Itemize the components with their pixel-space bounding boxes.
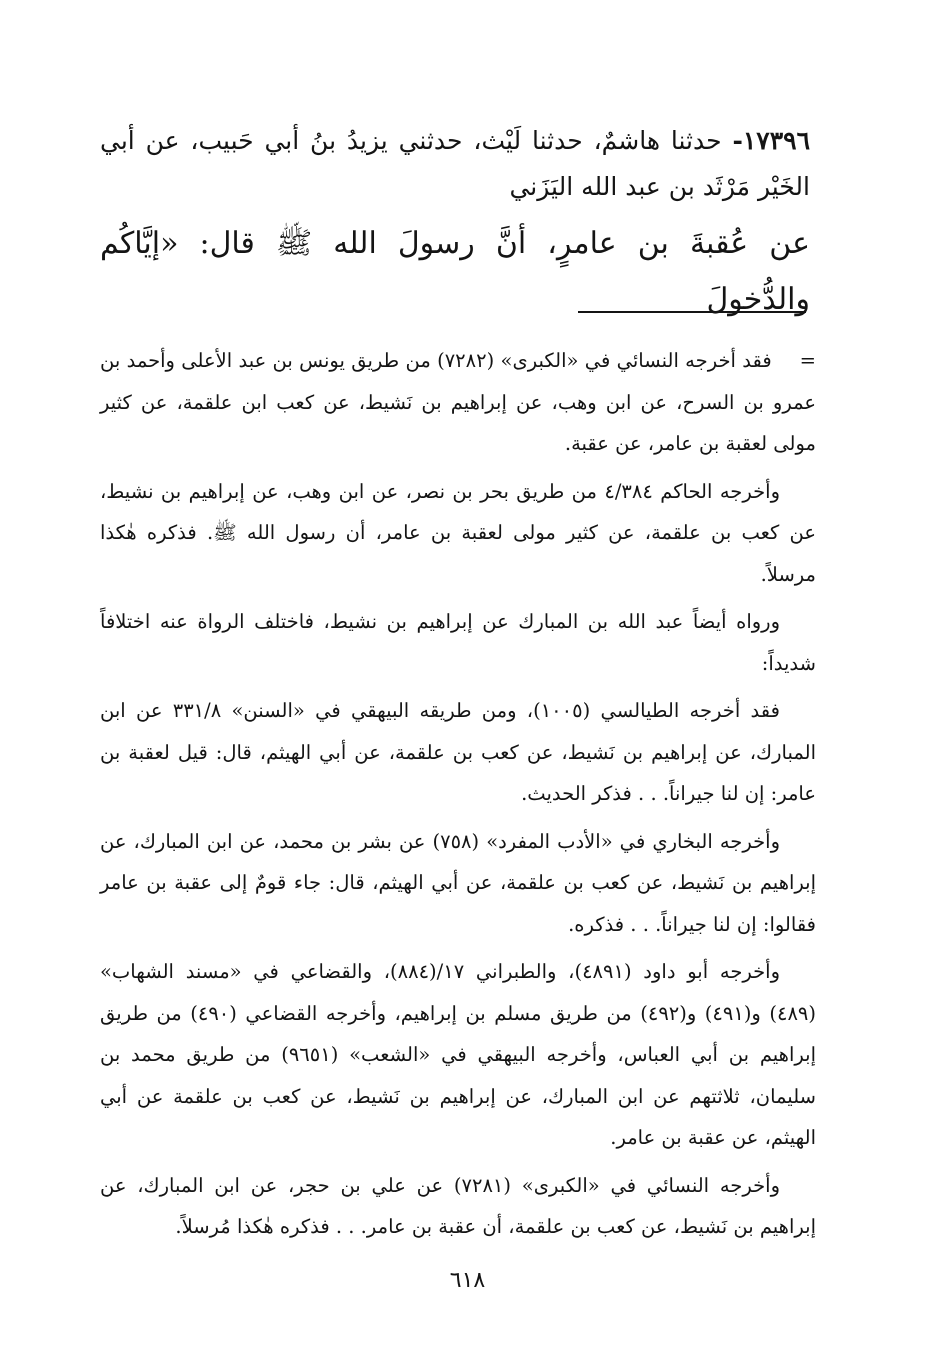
footnote-paragraph: وأخرجه النسائي في «الكبرى» (٧٢٨١) عن علي بن حجر، عن ابن المبارك، عن إبراهيم بن نَشيط، عن كعب بن علقمة، أن عقبة بن عامر. . . فذكره هٰكذا مُرسلاً. (100, 1173, 816, 1238)
hadith-number: ١٧٣٩٦- (732, 126, 810, 155)
isnad-text: حدثنا هاشمٌ، حدثنا لَيْث، حدثني يزيدُ بنُ أبي حَبيب، عن أبي الخَيْر مَرْثَد بن عبد الله اليَزَني (100, 126, 810, 201)
footnote-paragraph: فقد أخرجه الطيالسي (١٠٠٥)، ومن طريقه البيهقي في «السنن» ٣٣١/٨ عن ابن المبارك، عن إبراهيم بن نَشيط، عن كعب بن علقمة، عن أبي الهيثم، قال: قيل لعقبة بن عامر: إن لنا جيراناً. . . فذكر الحديث. (100, 699, 816, 805)
footnote-separator (578, 311, 806, 313)
hadith-isnad (100, 118, 810, 210)
hadith-block (100, 118, 810, 328)
footnotes (100, 340, 816, 1254)
footnote-paragraph: وأخرجه الحاكم ٤/٣٨٤ من طريق بحر بن نصر، عن ابن وهب، عن إبراهيم بن نشيط، عن كعب بن علقمة، عن كثير مولى لعقبة بن عامر، أن رسول الله ﷺ. فذكره هٰكذا مرسلاً. (100, 479, 816, 586)
page-number: ٦١٨ (449, 1268, 486, 1293)
hadith-matn: عن عُقبةَ بن عامرٍ، أنَّ رسولَ الله ﷺ قال: «إيَّاكُم والدُّخولَ (100, 226, 810, 317)
footnote-paragraph: ورواه أيضاً عبد الله بن المبارك عن إبراهيم بن نشيط، فاختلف الرواة عنه اختلافاً شديداً: (100, 610, 816, 675)
footnote-paragraph: وأخرجه البخاري في «الأدب المفرد» (٧٥٨) عن بشر بن محمد، عن ابن المبارك، عن إبراهيم بن نَشيط، عن كعب بن علقمة، عن أبي الهيثم، قال: جاء قومٌ إلى عقبة بن عامر فقالوا: إن لنا جيراناً. . . فذكره. (100, 829, 816, 936)
footnote-paragraph: وأخرجه أبو داود (٤٨٩١)، والطبراني ١٧/(٨٨٤)، والقضاعي في «مسند الشهاب» (٤٨٩) و(٤٩١) و(٤٩٢) من طريق مسلم بن إبراهيم، وأخرجه القضاعي (٤٩٠) من طريق إبراهيم بن أبي العباس، وأخرجه البيهقي في «الشعب» (٩٦٥١) من طريق محمد بن سليمان، ثلاثتهم عن ابن المبارك، عن إبراهيم بن نَشيط، عن كعب بن علقمة عن أبي الهيثم، عن عقبة بن عامر. (100, 960, 816, 1149)
footnote-text: فقد أخرجه النسائي في «الكبرى» (٧٢٨٢) من طريق يونس بن عبد الأعلى وأحمد بن عمرو بن السرح، عن ابن وهب، عن إبراهيم بن نَشيط، عن كعب ابن علقمة، عن كثير مولى لعقبة بن عامر، عن عقبة. (100, 349, 816, 455)
footnote-paragraph (100, 340, 816, 465)
continuation-marker: = (799, 349, 816, 372)
